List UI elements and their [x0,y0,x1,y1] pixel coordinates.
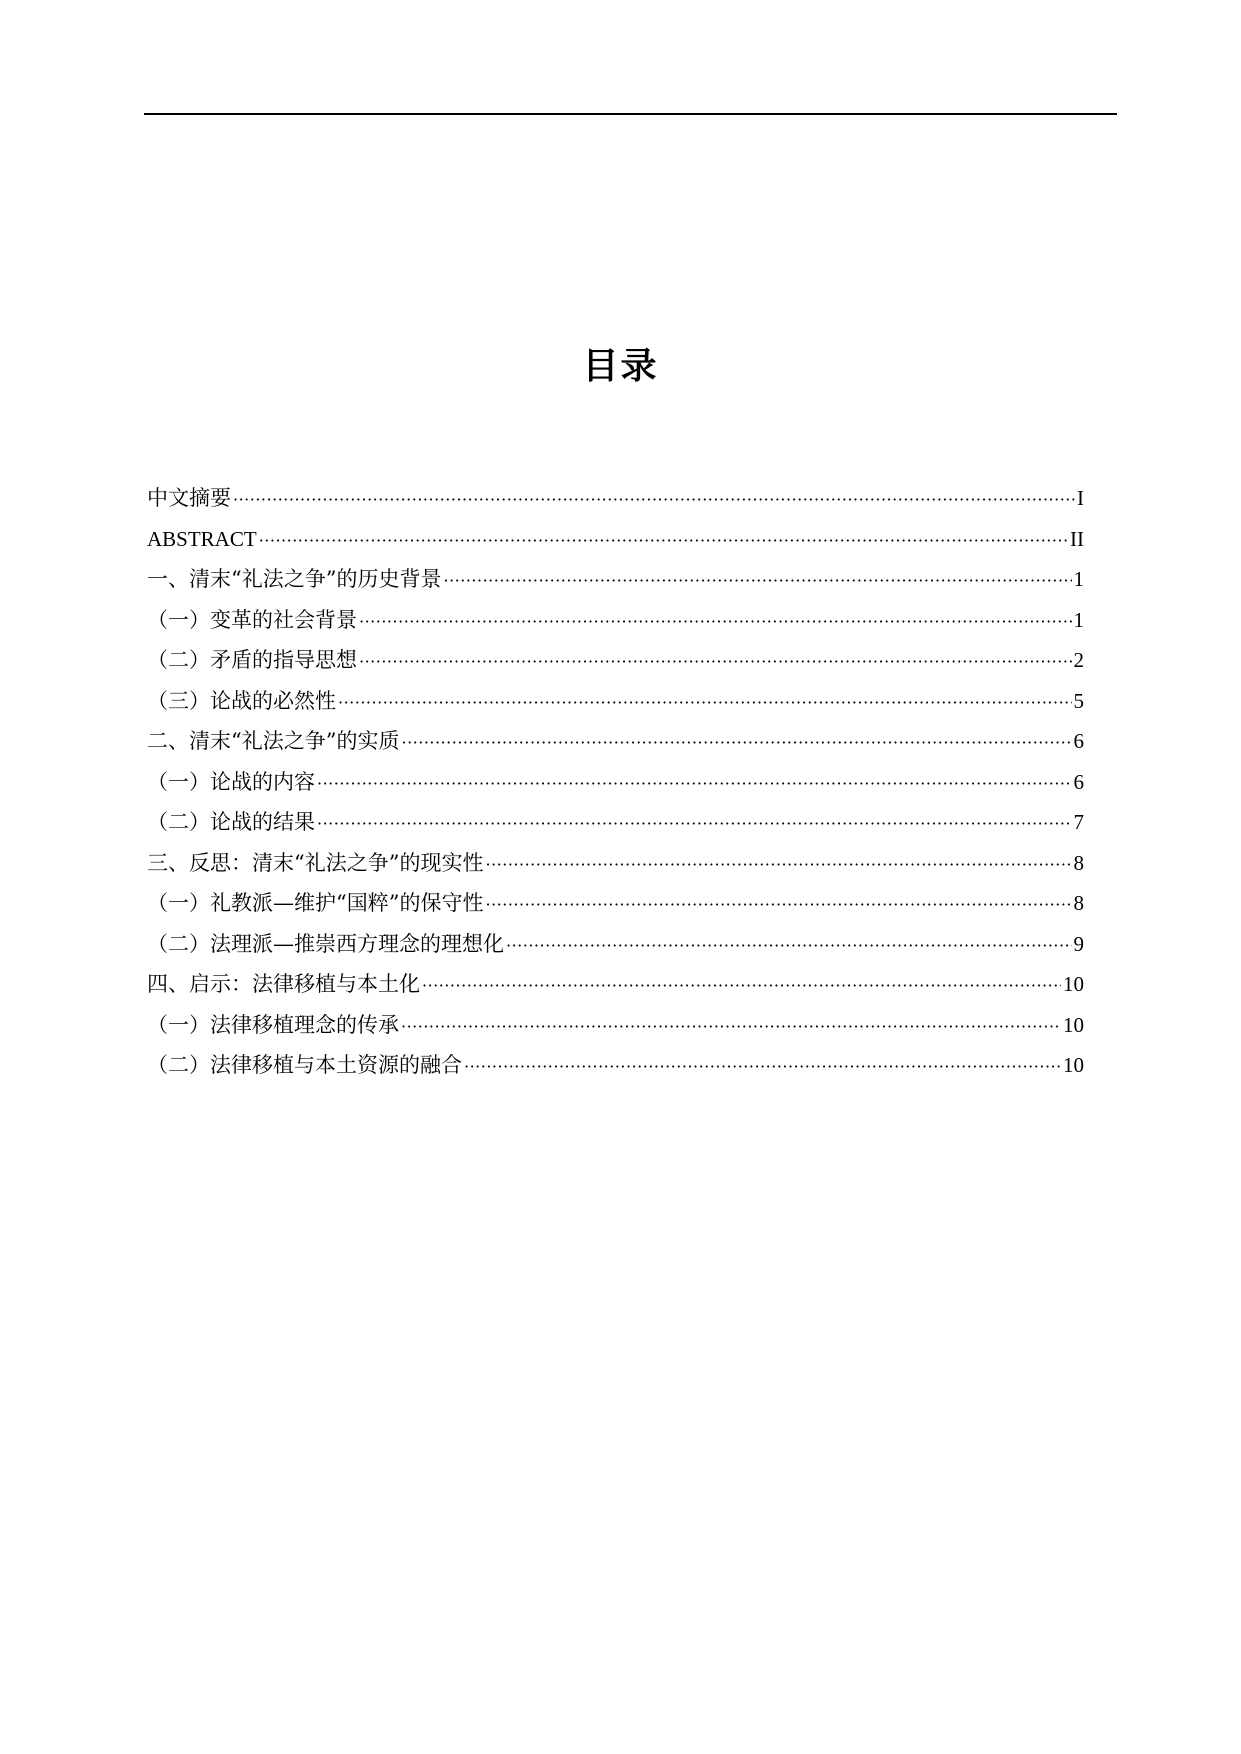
toc-dot-leader [401,723,1071,764]
toc-entry[interactable] [147,721,1084,762]
toc-entry-label: 三、反思：清末“礼法之争”的现实性 [147,850,484,875]
toc-entry[interactable] [147,640,1084,681]
toc-entry-page: 6 [1073,769,1084,794]
toc-entry-page: II [1070,526,1084,551]
toc-entry-page: 9 [1073,931,1084,956]
toc-entry-page: 8 [1073,891,1084,915]
toc-dot-leader [359,602,1072,643]
toc-entry-page: 10 [1063,1012,1084,1037]
toc-dot-leader [485,845,1071,886]
toc-dot-leader [338,683,1072,724]
toc-dot-leader [317,804,1072,845]
toc-entry-label: （一）礼教派—维护“国粹”的保守性 [147,891,484,915]
toc-dot-leader [317,764,1072,805]
toc-entry[interactable] [147,802,1084,843]
toc-entry-label: ABSTRACT [147,526,257,551]
toc-entry-label: （二）法律移植与本土资源的融合 [147,1053,462,1077]
header-rule [144,113,1117,115]
toc-entry-label: （二）法理派—推崇西方理念的理想化 [147,931,504,956]
toc-entry-label: （三）论战的必然性 [147,688,336,713]
page-title: 目录 [582,346,659,387]
toc-entry[interactable] [147,1045,1084,1086]
toc-dot-leader [401,1007,1061,1048]
toc-entry[interactable] [147,559,1084,600]
toc-entry[interactable] [147,964,1084,1005]
toc-entry[interactable] [147,478,1084,519]
toc-entry-page: 8 [1073,850,1084,875]
toc-entry-page: 2 [1073,648,1084,672]
toc-entry-label: （一）变革的社会背景 [147,607,357,632]
toc-entry-page: 7 [1073,810,1084,834]
toc-entry[interactable] [147,519,1084,560]
toc-entry-label: （二）论战的结果 [147,810,315,834]
toc-entry[interactable] [147,883,1084,924]
toc-dot-leader [485,885,1071,926]
toc-entry-label: 四、启示：法律移植与本土化 [147,972,420,996]
toc-entry-page: 1 [1073,567,1084,591]
toc-dot-leader [422,966,1061,1007]
toc-dot-leader [359,642,1072,683]
table-of-contents [147,478,1084,1086]
toc-entry-label: （一）法律移植理念的传承 [147,1012,399,1037]
toc-dot-leader [443,561,1071,602]
toc-entry-page: 10 [1063,1053,1084,1077]
toc-entry-page: 1 [1073,607,1084,632]
toc-entry-page: I [1077,486,1084,510]
toc-dot-leader [259,521,1068,562]
toc-entry[interactable] [147,843,1084,884]
toc-entry-label: 一、清末“礼法之争”的历史背景 [147,567,442,591]
toc-dot-leader [464,1047,1061,1088]
toc-dot-leader [233,480,1075,521]
toc-entry-page: 10 [1063,972,1084,996]
toc-entry[interactable] [147,762,1084,803]
toc-entry-label: 中文摘要 [147,486,231,510]
toc-entry[interactable] [147,924,1084,965]
toc-entry-page: 5 [1073,688,1084,713]
toc-entry-label: 二、清末“礼法之争”的实质 [147,729,400,753]
toc-entry-label: （二）矛盾的指导思想 [147,648,357,672]
toc-entry-page: 6 [1073,729,1084,753]
toc-entry[interactable] [147,1005,1084,1046]
toc-entry[interactable] [147,600,1084,641]
toc-entry-label: （一）论战的内容 [147,769,315,794]
toc-dot-leader [506,926,1072,967]
toc-entry[interactable] [147,681,1084,722]
